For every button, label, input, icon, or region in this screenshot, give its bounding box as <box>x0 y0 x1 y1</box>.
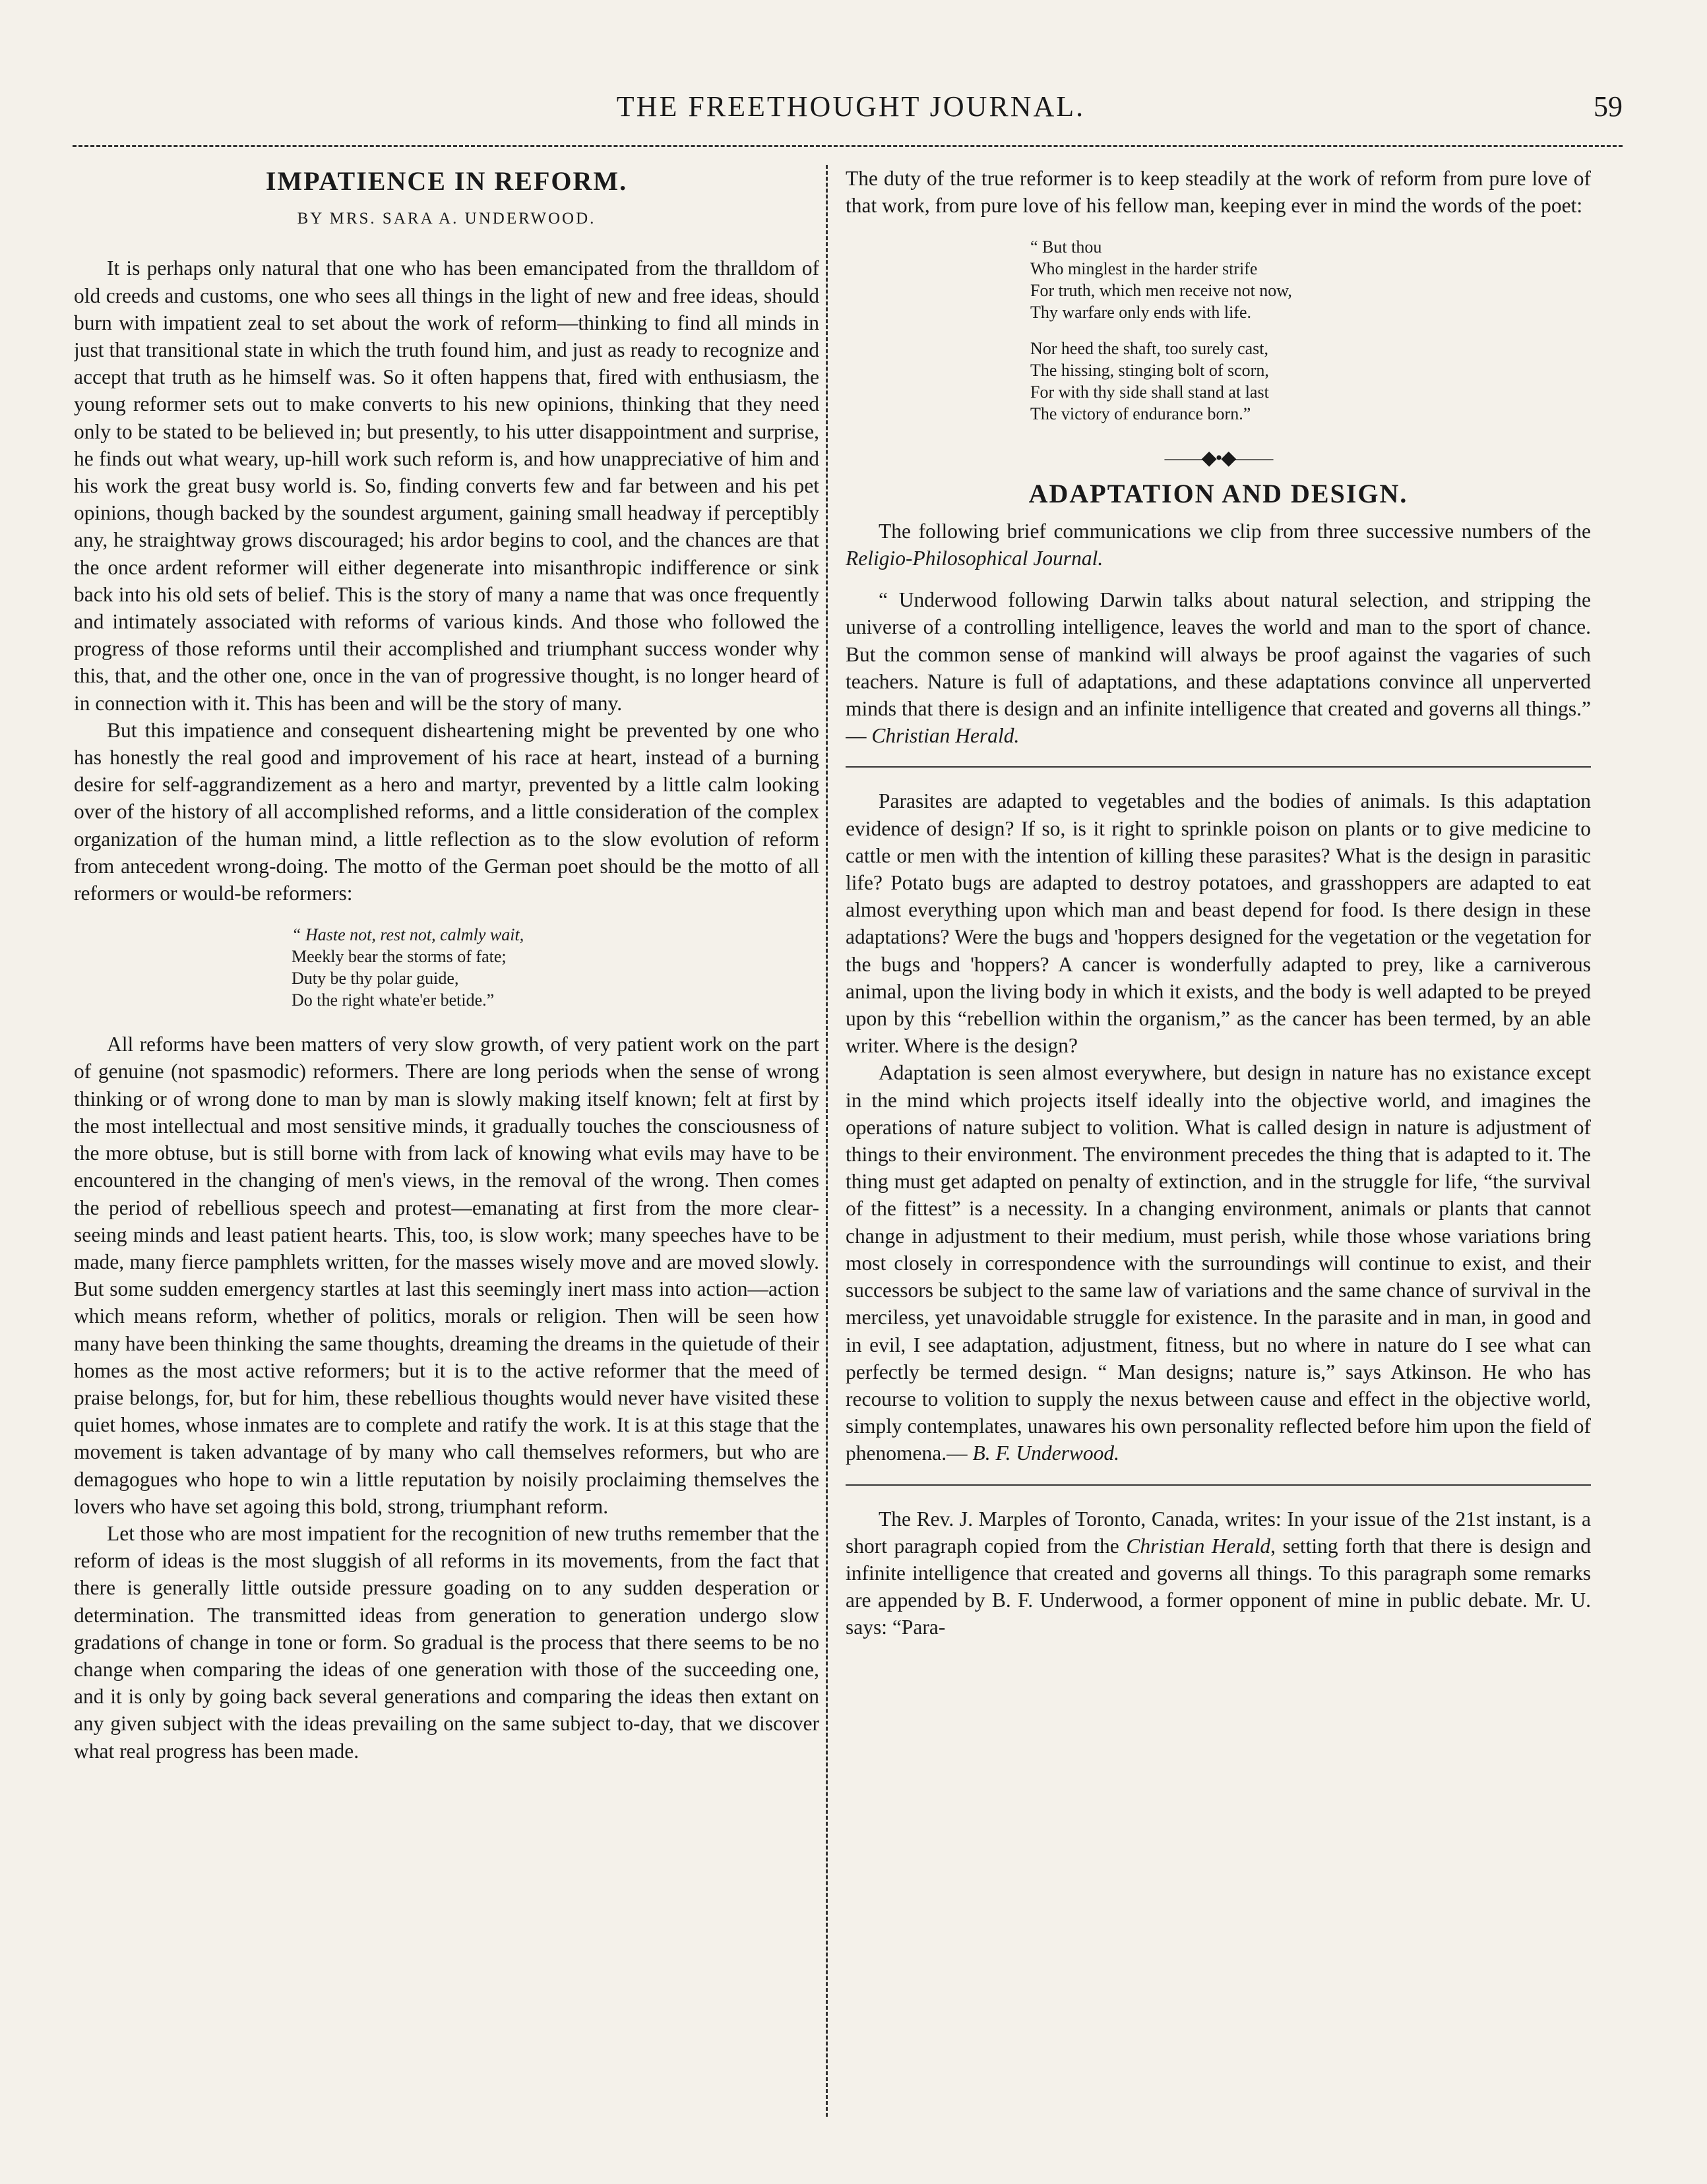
journal-title: THE FREETHOUGHT JOURNAL. <box>616 90 1086 123</box>
right-column <box>846 165 1591 2130</box>
intro-text: The following brief communications we clip from three successive numbers of the <box>879 519 1591 543</box>
page-number: 59 <box>1594 90 1623 123</box>
section-ornament: ——◆•◆—— <box>1164 447 1272 470</box>
paragraph-text: , setting forth that there is design and infinite intelligence that created and governs all things. To this paragraph some remarks are appended by B. F. Underwood, a former opponent of mine in public debate. Mr. U. says: “Para- <box>846 1534 1591 1639</box>
poem-line: Who minglest in the harder strife <box>1030 259 1258 279</box>
paragraph <box>846 1059 1591 1467</box>
poem-line: “ Haste not, rest not, calmly wait, <box>292 925 524 945</box>
paragraph <box>846 1505 1591 1641</box>
paragraph: All reforms have been matters of very slow growth, of very patient work on the part of genuine (not spasmodic) reformers. There are long periods when the sense of wrong thinking or of wrong done to man by man is slowly making itself known; felt at first by the most intellectual and most sensitive minds, it gradually touches the consciousness of the more obtuse, but is still borne with from lack of knowing what evils may have to be encountered in the changing of men's views, in the removal of the wrong. Then comes the period of rebellious speech and protest—emanating at first from the more clear-seeing minds and least patient hearts. This, too, is slow work; many speeches have to be made, many fierce pamphlets written, for the masses wisely move and are moved slowly. But some sudden emergency startles at last this seemingly inert mass into action—action which means reform, whether of politics, morals or religion. Then will be seen how many have been thinking the same thoughts, dreaming the dreams in the quietude of their homes as the most active reformers; but it is to the active reformer that the meed of praise belongs, for, but for him, these rebellious thoughts would never have visited these quiet homes, whose inmates are to complete and ratify the work. It is at this stage that the movement is taken advantage of by many who call themselves reformers, but who are demagogues who hope to win a little reputation by noisily proclaiming themselves the lovers who have set agoing this bold, strong, triumphant reform. <box>74 1033 819 1518</box>
stanza-gap <box>1030 323 1591 338</box>
quote-source: Christian Herald. <box>871 724 1020 748</box>
paragraph: Let those who are most impatient for the recognition of new truths remember that the reform of ideas is the most sluggish of all reforms in its movements, from the fact that there is generally little outside pressure goading on to any sudden desperation or determination. The transmitted ideas from generation to generation undergo slow gradations of change in tone or form. So gradual is the process that there seems to be no change when comparing the ideas of one generation with those of the succeeding one, and it is only by going back several generations and comparing the ideas then extant on any given subject with the ideas prevailing on the same subject to-day, that we discover what real progress has been made. <box>74 1521 819 1763</box>
journal-name: Religio-Philosophical Journal. <box>846 547 1103 570</box>
poem-line: Do the right whate'er betide.” <box>292 990 495 1010</box>
poem-line: Meekly bear the storms of fate; <box>292 947 507 967</box>
header-rule <box>73 145 1623 147</box>
poem-line: The hissing, stinging bolt of scorn, <box>1030 361 1269 380</box>
newspaper-name: Christian Herald <box>1126 1534 1271 1558</box>
paragraph-text: Adaptation is seen almost everywhere, but design in nature has no existance except in the mind which projects itself ideally into the objective world, and imagines the operations of nature subject to volition. What is called design in nature is adjustment of things to their environment. The environment precedes the thing that is adapted to it. The thing must get adapted on penalty of extinction, and in the struggle for life, “the survival of the fittest” is a necessity. In a changing environment, animals or plants that cannot change in adjustment to their medium, must perish, while those whose variations bring most closely in correspondence with the surroundings will continue to exist, and their successors be subject to the same law of variations and the same chance of survival in the merciless, yet unavoidable struggle for existence. In the parasite and in man, in good and in evil, I see adaptation, adjustment, fitness, but no where in nature do I see what can perfectly be termed design. “ Man designs; nature is,” says Atkinson. He who has recourse to volition to supply the nexus between cause and effect in the objective world, simply contemplates, unawares his own personality reflected before him upon the field of phenomena.— <box>846 1061 1591 1465</box>
poem-quote <box>846 236 1591 425</box>
paragraph: The duty of the true reformer is to keep steadily at the work of reform from pure love of that work, from pure love of his fellow man, keeping ever in mind the words of the poet: <box>846 167 1591 218</box>
poem-line: For truth, which men receive not now, <box>1030 281 1292 301</box>
poem-line: For with thy side shall stand at last <box>1030 382 1269 402</box>
poem-line: Nor heed the shaft, too surely cast, <box>1030 339 1269 359</box>
running-header <box>79 84 1623 124</box>
article-title: IMPATIENCE IN REFORM. <box>265 166 628 196</box>
quote-text: “ Underwood following Darwin talks about natural selection, and stripping the universe of a controlling intelligence, leaves the world and man to the sport of chance. But the common sense of mankind will always be proof against the vagaries of such teachers. Nature is full of adaptations, and these adaptations convince all unperverted minds that there is design and an infinite intelligence that created and governs all things.” — <box>846 588 1591 748</box>
poem-line: “ But thou <box>1030 237 1102 257</box>
poem-line: Thy warfare only ends with life. <box>1030 303 1252 322</box>
paragraph: But this impatience and consequent disheartening might be prevented by one who has honestly the real good and improvement of his race at heart, instead of a burning desire for self-aggrandizement as a hero and martyr, prevented by a little calm looking over of the history of all accomplished reforms, and a little consideration of the complex organization of the human mind, a little reflection as to the slow evolution of reform from antecedent wrong-doing. The motto of the German poet should be the motto of all reformers or would-be reformers: <box>74 718 819 905</box>
poem-line: Duty be thy polar guide, <box>292 969 459 988</box>
quote-paragraph <box>846 586 1591 749</box>
signature: B. F. Underwood. <box>972 1441 1119 1465</box>
column-divider <box>826 165 828 2117</box>
paragraph-text: The Rev. J. Marples of Toronto, Canada, writes: In your issue of the 21st instant, is a short paragraph copied from the <box>846 1507 1591 1558</box>
poem-quote <box>74 924 819 1011</box>
poem-line: The victory of endurance born.” <box>1030 404 1251 424</box>
article-byline: BY MRS. SARA A. UNDERWOOD. <box>297 210 596 228</box>
section-rule <box>846 766 1591 768</box>
left-column <box>74 165 819 2130</box>
paragraph: It is perhaps only natural that one who has been emancipated from the thralldom of old creeds and customs, one who sees all things in the light of new and free ideas, should burn with impatient zeal to set about the work of reform—thinking to find all minds in just that transitional state in which the truth found him, and just as ready to recognize and accept that truth as he himself was. So it often happens that, fired with enthusiasm, the young reformer sets out to make converts to his new opinions, thinking that they need only to be stated to be believed in; but presently, to his utter disappointment and surprise, he finds out what weary, up-hill work such reform is, and how unappreciative of him and his work the great busy world is. So, finding converts few and far between and his pet opinions, though backed by the soundest argument, gaining small headway if perceptibly any, he straightway grows discouraged; his ardor begins to cool, and the chances are that the once ardent reformer will either degenerate into misanthropic indifference or sink back into his old sets of belief. This is the story of many a name that was once frequently and intimately associated with reforms of various kinds. And those who followed the progress of those reforms until their accomplished and triumphant success wonder why this, that, and the other one, once in the van of progressive thought, is no longer heard of in connection with it. This has been and will be the story of many. <box>74 257 819 715</box>
paragraph: Parasites are adapted to vegetables and the bodies of animals. Is this adaptation evidence of design? If so, is it right to sprinkle poison on plants or to give medicine to cattle or men with the intention of killing these parasites? What is the design in parasitic life? Potato bugs are adapted to destroy potatoes, and grasshoppers are adapted to eat almost everything upon which man and beast depend for food. Is there design in these adaptations? Were the bugs and 'hoppers designed for the vegetation or the vegetation for the bugs and 'hoppers? A cancer is wonderfully adapted to prey, like a carniverous animal, upon the living body in which it exists, and the body is well adapted to be preyed upon by this “rebellion within the organism,” as the cancer has been termed, by an able writer. Where is the design? <box>846 789 1591 1058</box>
section-rule <box>846 1484 1591 1486</box>
article-title: ADAPTATION AND DESIGN. <box>1028 478 1408 508</box>
paragraph <box>846 518 1591 572</box>
